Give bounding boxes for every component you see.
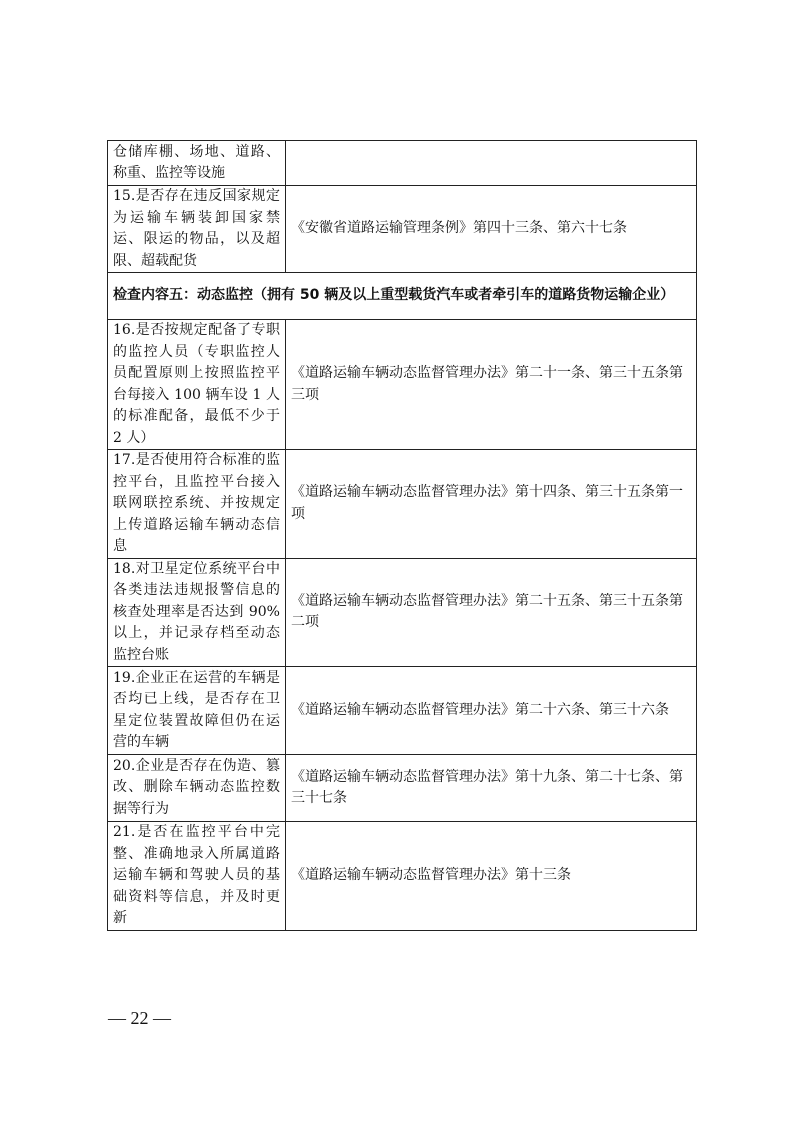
table-row (108, 667, 697, 755)
inspection-table (107, 140, 697, 931)
section-header-row (108, 273, 697, 320)
inspection-item-cell: 仓储库棚、场地、道路、称重、监控等设施 (108, 141, 286, 186)
inspection-item-cell: 15.是否存在违反国家规定为运输车辆装卸国家禁运、限运的物品，以及超限、超载配货 (108, 186, 286, 273)
legal-basis-cell: 《道路运输车辆动态监督管理办法》第十九条、第二十七条、第三十七条 (286, 755, 697, 822)
table-row (108, 320, 697, 450)
table-row (108, 186, 697, 273)
legal-basis-cell: 《道路运输车辆动态监督管理办法》第二十五条、第三十五条第二项 (286, 558, 697, 667)
page-number: — 22 — (108, 1008, 171, 1028)
legal-basis-cell: 《道路运输车辆动态监督管理办法》第二十六条、第三十六条 (286, 667, 697, 755)
table-row (108, 141, 697, 186)
legal-basis-cell (286, 141, 697, 186)
legal-basis-cell: 《安徽省道路运输管理条例》第四十三条、第六十七条 (286, 186, 697, 273)
inspection-item-cell: 21.是否在监控平台中完整、准确地录入所属道路运输车辆和驾驶人员的基础资料等信息，并及时更新 (108, 822, 286, 931)
legal-basis-cell: 《道路运输车辆动态监督管理办法》第十三条 (286, 822, 697, 931)
legal-basis-cell: 《道路运输车辆动态监督管理办法》第二十一条、第三十五条第三项 (286, 320, 697, 450)
table-row (108, 822, 697, 931)
inspection-item-cell: 17.是否使用符合标准的监控平台，且监控平台接入联网联控系统、并按规定上传道路运输车辆动态信息 (108, 450, 286, 559)
table-row (108, 450, 697, 559)
section-title: 检查内容五：动态监控（拥有 50 辆及以上重型载货汽车或者牵引车的道路货物运输企业） (108, 273, 697, 320)
table-row (108, 558, 697, 667)
inspection-item-cell: 18.对卫星定位系统平台中各类违法违规报警信息的核查处理率是否达到 90%以上，并记录存档至动态监控台账 (108, 558, 286, 667)
legal-basis-cell: 《道路运输车辆动态监督管理办法》第十四条、第三十五条第一项 (286, 450, 697, 559)
inspection-item-cell: 19.企业正在运营的车辆是否均已上线，是否存在卫星定位装置故障但仍在运营的车辆 (108, 667, 286, 755)
table-row (108, 755, 697, 822)
inspection-item-cell: 16.是否按规定配备了专职的监控人员（专职监控人员配置原则上按照监控平台每接入 100 辆车设 1 人的标准配备，最低不少于 2 人） (108, 320, 286, 450)
inspection-item-cell: 20.企业是否存在伪造、篡改、删除车辆动态监控数据等行为 (108, 755, 286, 822)
